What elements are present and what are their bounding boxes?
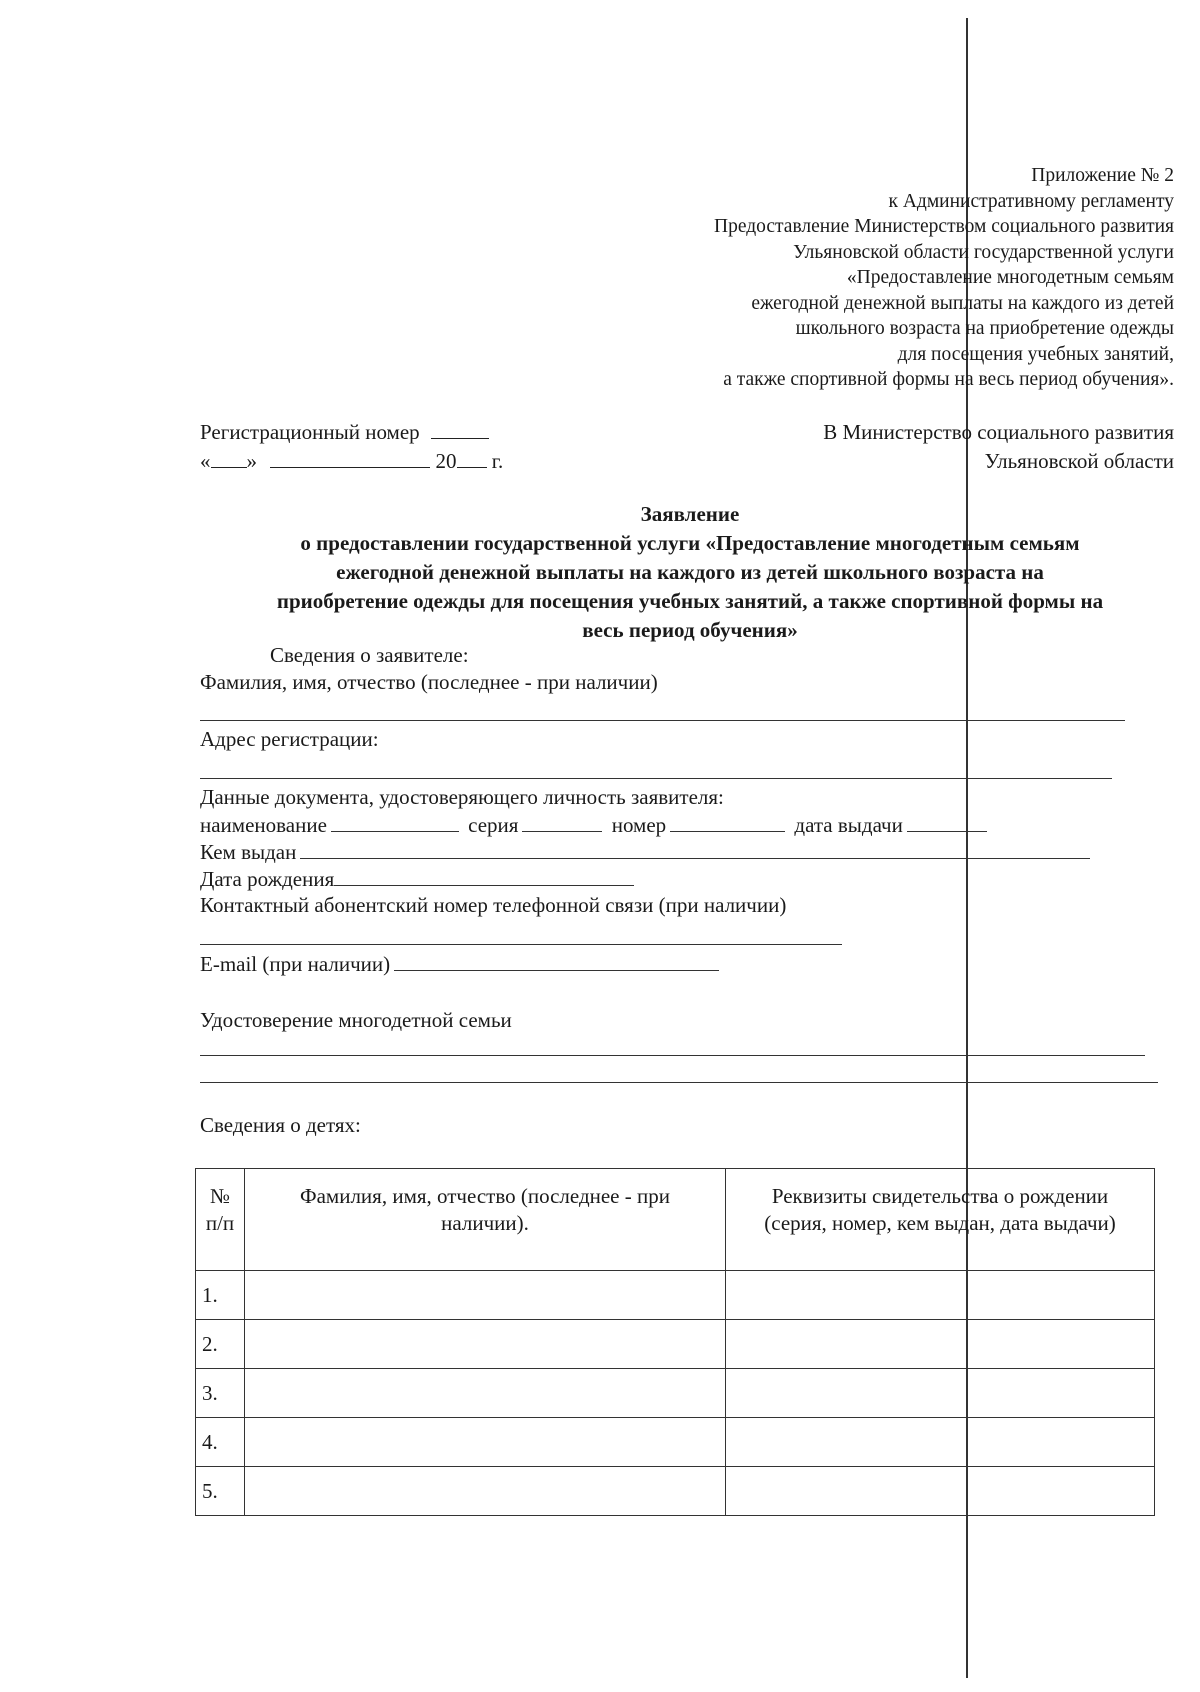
appendix-line: ежегодной денежной выплаты на каждого из детей bbox=[751, 292, 1174, 314]
appendix-line: «Предоставление многодетным семьям bbox=[846, 267, 1174, 288]
appendix-line: Ульяновской области государственной услуги bbox=[793, 241, 1174, 263]
birth-date-field[interactable] bbox=[334, 865, 634, 886]
address-field[interactable] bbox=[200, 778, 1112, 779]
row-number: 3. bbox=[196, 1369, 245, 1418]
appendix-line: для посещения учебных занятий, bbox=[897, 343, 1174, 365]
phone-label: Контактный абонентский номер телефонной связи (при наличии) bbox=[200, 893, 787, 917]
full-name-label: Фамилия, имя, отчество (последнее - при наличии) bbox=[200, 670, 658, 694]
day-field[interactable] bbox=[211, 447, 247, 468]
child-name-cell[interactable] bbox=[245, 1271, 726, 1320]
table-row bbox=[196, 1320, 1155, 1369]
large-family-cert-field-2[interactable] bbox=[200, 1082, 1158, 1083]
document-title bbox=[190, 500, 1190, 645]
title-line: приобретение одежды для посещения учебных занятий, а также спортивной формы на bbox=[276, 589, 1104, 613]
doc-issue-date-field[interactable] bbox=[907, 811, 987, 832]
recipient-line: Ульяновской области bbox=[984, 449, 1174, 473]
issued-by-label: Кем выдан bbox=[200, 840, 297, 864]
column-header-birth-certificate: Реквизиты свидетельства о рождении (серия, номер, кем выдан, дата выдачи) bbox=[726, 1169, 1155, 1271]
child-name-cell[interactable] bbox=[245, 1418, 726, 1467]
title-line: Заявление bbox=[640, 502, 740, 526]
child-certificate-cell[interactable] bbox=[726, 1271, 1155, 1320]
date-close-quote: » bbox=[246, 449, 257, 473]
child-name-cell[interactable] bbox=[245, 1369, 726, 1418]
title-line: ежегодной денежной выплаты на каждого из детей школьного возраста на bbox=[336, 560, 1044, 584]
title-line: о предоставлении государственной услуги «Предоставление многодетным семьям bbox=[300, 531, 1080, 555]
year-field[interactable] bbox=[457, 447, 487, 468]
large-family-cert-label: Удостоверение многодетной семьи bbox=[200, 1008, 512, 1032]
large-family-cert-field-1[interactable] bbox=[200, 1055, 1145, 1056]
doc-issue-date-label: дата выдачи bbox=[794, 813, 903, 837]
row-number: 4. bbox=[196, 1418, 245, 1467]
appendix-line: Приложение № 2 bbox=[1031, 165, 1174, 186]
child-name-cell[interactable] bbox=[245, 1467, 726, 1516]
children-table bbox=[195, 1168, 1155, 1516]
appendix-header bbox=[554, 163, 1174, 393]
doc-series-field[interactable] bbox=[522, 811, 602, 832]
id-document-label: Данные документа, удостоверяющего личность заявителя: bbox=[200, 785, 724, 809]
table-row bbox=[196, 1467, 1155, 1516]
appendix-line: Предоставление Министерством социального развития bbox=[714, 216, 1174, 237]
registration-number-field[interactable] bbox=[431, 418, 489, 439]
appendix-line: к Административному регламенту bbox=[888, 190, 1174, 212]
registration-number-label: Регистрационный номер bbox=[200, 420, 420, 444]
recipient-line: В Министерство социального развития bbox=[823, 420, 1174, 444]
column-header-number: № п/п bbox=[196, 1169, 245, 1271]
doc-number-field[interactable] bbox=[670, 811, 785, 832]
issued-by-field[interactable] bbox=[300, 838, 1090, 859]
child-certificate-cell[interactable] bbox=[726, 1320, 1155, 1369]
table-row bbox=[196, 1418, 1155, 1467]
full-name-field[interactable] bbox=[200, 720, 1125, 721]
appendix-line: а также спортивной формы на весь период обучения». bbox=[723, 369, 1174, 390]
row-number: 2. bbox=[196, 1320, 245, 1369]
column-header-name: Фамилия, имя, отчество (последнее - при наличии). bbox=[245, 1169, 726, 1271]
doc-name-field[interactable] bbox=[331, 811, 459, 832]
child-certificate-cell[interactable] bbox=[726, 1369, 1155, 1418]
child-certificate-cell[interactable] bbox=[726, 1467, 1155, 1516]
year-suffix: г. bbox=[491, 449, 504, 473]
doc-name-label: наименование bbox=[200, 813, 327, 837]
child-certificate-cell[interactable] bbox=[726, 1418, 1155, 1467]
title-line: весь период обучения» bbox=[582, 618, 798, 642]
table-row bbox=[196, 1369, 1155, 1418]
children-heading: Сведения о детях: bbox=[200, 1113, 361, 1137]
table-row bbox=[196, 1271, 1155, 1320]
year-label: 20 bbox=[435, 449, 457, 473]
row-number: 5. bbox=[196, 1467, 245, 1516]
doc-number-label: номер bbox=[611, 813, 667, 837]
applicant-info-heading: Сведения о заявителе: bbox=[270, 643, 469, 667]
table-header-row bbox=[196, 1169, 1155, 1271]
doc-series-label: серия bbox=[468, 813, 519, 837]
date-open-quote: « bbox=[200, 449, 211, 473]
birth-date-label: Дата рождения bbox=[200, 867, 335, 891]
appendix-line: школьного возраста на приобретение одежды bbox=[795, 318, 1174, 339]
email-field[interactable] bbox=[394, 950, 719, 971]
row-number: 1. bbox=[196, 1271, 245, 1320]
registration-block bbox=[200, 418, 503, 476]
recipient-block bbox=[823, 418, 1174, 476]
child-name-cell[interactable] bbox=[245, 1320, 726, 1369]
email-label: E-mail (при наличии) bbox=[200, 952, 391, 976]
address-label: Адрес регистрации: bbox=[200, 727, 379, 751]
month-field[interactable] bbox=[270, 447, 430, 468]
phone-field[interactable] bbox=[200, 944, 842, 945]
